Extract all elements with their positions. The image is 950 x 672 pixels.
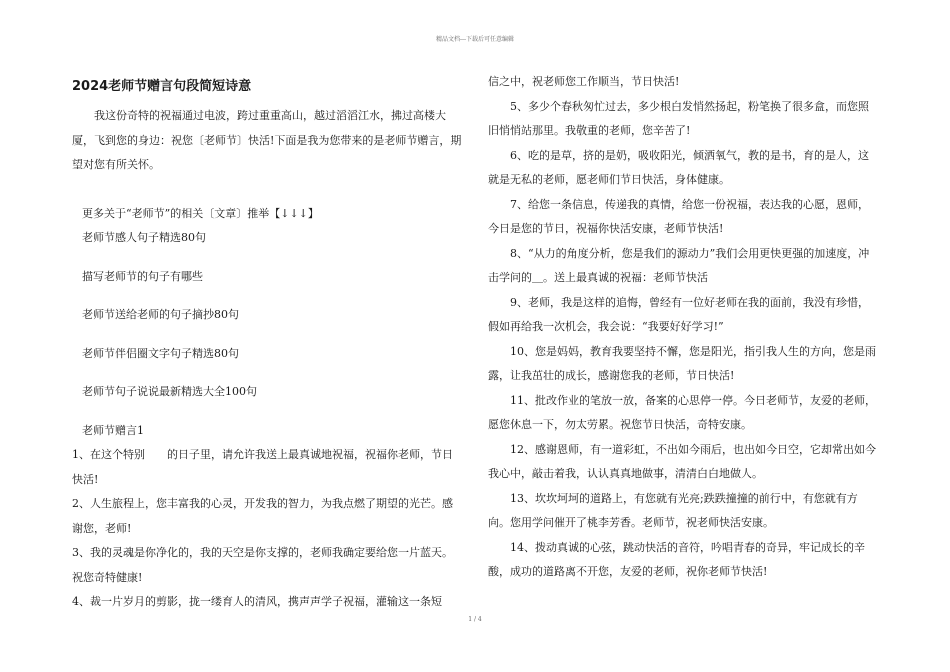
spacer (72, 289, 462, 303)
intro-paragraph: 我这份奇特的祝福通过电波，跨过重重高山，越过滔滔江水，拂过高楼大厦，飞到您的身边：祝您〔老师节〕快活!下面是我为您带来的是老师节赠言，期望对您有所关怀。 (72, 109, 462, 171)
spacer (72, 328, 462, 342)
greeting-item: 14、拨动真诚的心弦，跳动快活的音符，吟唱青春的奇异，牢记成长的辛酸，成功的道路离不开您，友爱的老师，祝你老师节快活! (488, 540, 865, 578)
left-column (72, 74, 462, 615)
related-link[interactable]: 老师节感人句子精选80句 (82, 231, 206, 244)
spacer (72, 405, 462, 419)
greeting-item: 11、批改作业的笔放一放，备案的心思停一停。今日老师节，友爱的老师，愿您休息一下，勿太劳累。祝您节日快活，奇特安康。 (488, 393, 876, 431)
related-link[interactable]: 老师节句子说说最新精选大全100句 (82, 385, 257, 398)
page-number: 1 / 4 (468, 616, 482, 623)
greeting-item: 7、给您一条信息，传递我的真情，给您一份祝福，表达我的心愿，恩师，今日是您的节日，祝福你快活安康，老师节快活! (488, 197, 869, 235)
greeting-item: 3、我的灵魂是你净化的，我的天空是你支撑的，老师我确定要给您一片蓝天。祝您奇特健康! (72, 546, 453, 584)
greeting-item: 10、您是妈妈，教育我要坚持不懈，您是阳光，指引我人生的方向，您是雨露，让我茁壮的成长，感谢您我的老师，节日快活! (488, 344, 876, 382)
related-articles-heading: 更多关于“老师节”的相关〔文章〕推举【↓↓↓】 (82, 206, 319, 220)
greeting-item: 6、吃的是草，挤的是奶，吸收阳光，倾洒氧气，教的是书，育的是人，这就是无私的老师，愿老师们节日快活，身体健康。 (488, 148, 869, 186)
greeting-item: 1、在这个特别 的日子里，请允许我送上最真诚地祝福，祝福你老师，节日快活! (72, 448, 453, 486)
spacer (72, 366, 462, 380)
greeting-item: 2、人生旅程上，您丰富我的心灵，开发我的智力，为我点燃了期望的光芒。感谢您，老师! (72, 497, 453, 535)
greeting-item: 12、感谢恩师，有一道彩虹，不出如今雨后，也出如今日空，它却常出如今我心中，敲击着我，认认真真地做事，清清白白地做人。 (488, 442, 876, 480)
related-link[interactable]: 老师节送给老师的句子摘抄80句 (82, 308, 239, 321)
greeting-item: 9、老师，我是这样的追悔，曾经有一位好老师在我的面前，我没有珍惜，假如再给我一次机会，我会说：“我要好好学习!” (488, 295, 869, 333)
related-link[interactable]: 老师节伴侣圈文字句子精选80句 (82, 346, 239, 360)
greeting-item: 5、多少个春秋匆忙过去，多少根白发悄然扬起，粉笔换了很多盒，而您照旧悄悄站那里。我敬重的老师，您辛苦了! (488, 99, 869, 137)
related-link[interactable]: 描写老师节的句子有哪些 (82, 269, 203, 283)
spacer (72, 251, 462, 265)
greeting-item: 13、坎坎坷坷的道路上，有您就有光亮;跌跌撞撞的前行中，有您就有方向。您用学问催开了桃李芳香。老师节，祝老师快活安康。 (488, 491, 858, 529)
greeting-item: 4、裁一片岁月的剪影，拢一缕育人的清风，携声声学子祝福，灌输这一条短 (72, 595, 442, 608)
greeting-item: 8、“从力的角度分析，您是我们的源动力”我们会用更快更强的加速度，冲击学问的＿。送上最真诚的祝福：老师节快活 (488, 246, 870, 284)
document-title: 2024老师节赠言句段简短诗意 (72, 79, 252, 94)
page-header: 精品文档---下载后可任意编辑 (435, 36, 515, 43)
continued-text: 信之中，祝老师您工作顺当，节日快活! (488, 75, 680, 88)
section-heading: 老师节赠言1 (82, 423, 144, 437)
right-column (488, 70, 878, 585)
spacer (72, 178, 462, 202)
